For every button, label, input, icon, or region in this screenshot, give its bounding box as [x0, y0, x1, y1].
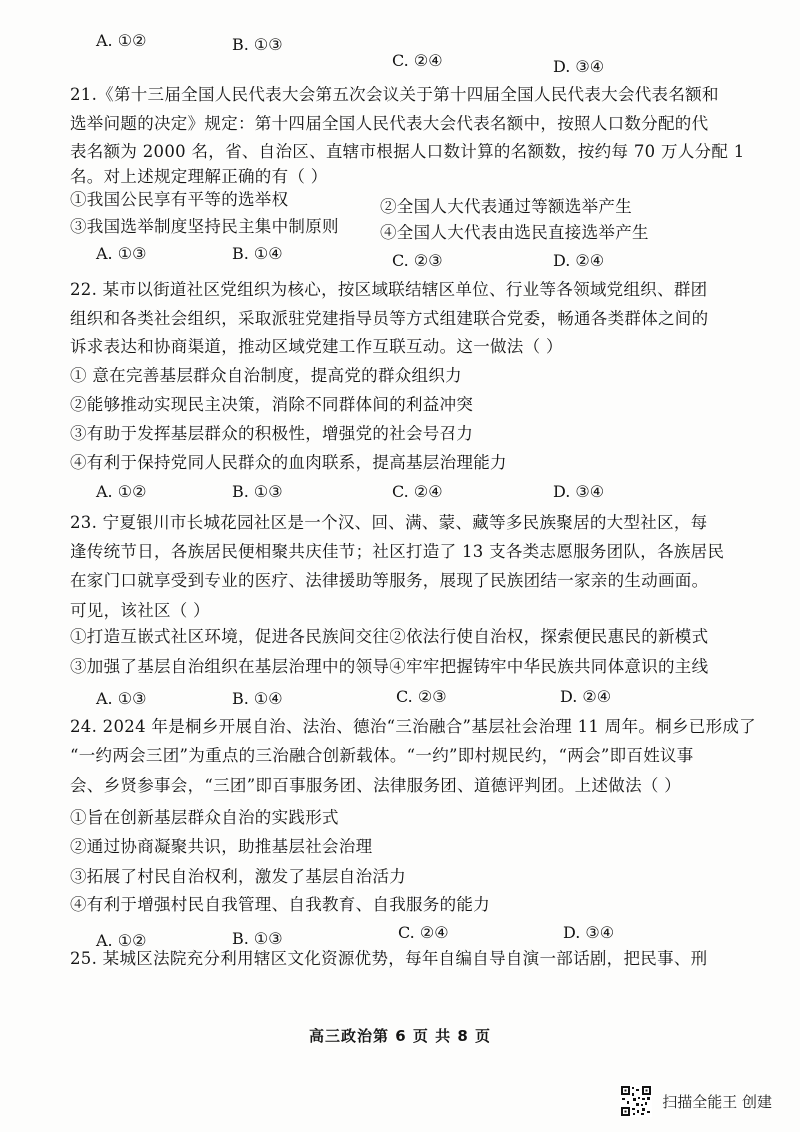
scanner-watermark	[620, 1084, 772, 1118]
q21-item-3: ③我国选举制度坚持民主集中制原则	[70, 217, 339, 236]
watermark-text: 扫描全能王 创建	[662, 1092, 772, 1111]
q24-item-1: ①旨在创新基层群众自治的实践形式	[70, 808, 339, 827]
q22-item-3: ③有助于发挥基层群众的积极性，增强党的社会号召力	[70, 424, 474, 443]
page-footer: 高三政治第 6 页 共 8 页	[309, 1027, 491, 1045]
q21-option-c: C. ②③	[392, 251, 443, 270]
q22-stem-line: 组织和各类社会组织，采取派驻党建指导员等方式组建联合党委，畅通各类群体之间的	[70, 309, 709, 328]
q25-stem-line: 25. 某城区法院充分利用辖区文化资源优势，每年自编自导自演一部话剧，把民事、刑	[70, 949, 708, 968]
q20-option-c: C. ②④	[392, 51, 443, 70]
q23-option-b: B. ①④	[232, 689, 283, 708]
q23-stem-line: 可见，该社区（ ）	[70, 601, 210, 620]
q22-stem-line: 22. 某市以街道社区党组织为核心，按区域联结辖区单位、行业等各领域党组织、群团	[70, 280, 708, 299]
q22-option-b: B. ①③	[232, 482, 283, 501]
q23-items-1-2: ①打造互嵌式社区环境，促进各民族间交往②依法行使自治权，探索便民惠民的新模式	[70, 627, 709, 646]
q23-stem-line: 23. 宁夏银川市长城花园社区是一个汉、回、满、蒙、藏等多民族聚居的大型社区，每	[70, 513, 708, 532]
q21-option-b: B. ①④	[232, 244, 283, 263]
q21-stem-line: 21.《第十三届全国人民代表大会第五次会议关于第十四届全国人民代表大会代表名额和	[70, 85, 719, 104]
q24-option-a: A. ①②	[96, 931, 147, 950]
q23-option-d: D. ②④	[560, 687, 612, 706]
q22-item-1: ① 意在完善基层群众自治制度，提高党的群众组织力	[70, 366, 462, 385]
q21-item-1: ①我国公民享有平等的选举权	[70, 190, 289, 209]
q23-option-a: A. ①③	[96, 689, 147, 708]
q24-stem-line: 会、乡贤参事会，“三团”即百事服务团、法律服务团、道德评判团。上述做法（ ）	[70, 776, 682, 795]
q24-stem-line: 24. 2024 年是桐乡开展自治、法治、德治“三治融合”基层社会治理 11 周年。桐乡已形成了	[70, 717, 756, 736]
q20-option-d: D. ③④	[553, 57, 605, 76]
q24-item-2: ②通过协商凝聚共识，助推基层社会治理	[70, 837, 373, 856]
q20-option-b: B. ①③	[232, 35, 283, 54]
q22-item-2: ②能够推动实现民主决策，消除不同群体间的利益冲突	[70, 395, 474, 414]
q21-stem-line: 名。对上述规定理解正确的有（ ）	[70, 167, 328, 186]
q23-items-3-4: ③加强了基层自治组织在基层治理中的领导④牢牢把握铸牢中华民族共同体意识的主线	[70, 657, 709, 676]
q24-stem-line: “一约两会三团”为重点的三治融合创新载体。“一约”即村规民约，“两会”即百姓议事	[70, 746, 694, 765]
q21-stem-line: 选举问题的决定》规定：第十四届全国人民代表大会代表名额中，按照人口数分配的代	[70, 114, 709, 133]
q22-stem-line: 诉求表达和协商渠道，推动区域党建工作互联互动。这一做法（ ）	[70, 337, 563, 356]
q21-item-4: ④全国人大代表由选民直接选举产生	[380, 223, 649, 242]
q24-option-b: B. ①③	[232, 929, 283, 948]
q21-option-d: D. ②④	[553, 251, 605, 270]
q23-option-c: C. ②③	[396, 687, 447, 706]
qr-code-icon	[620, 1085, 652, 1117]
q23-stem-line: 在家门口就享受到专业的医疗、法律援助等服务，展现了民族团结一家亲的生动画面。	[70, 571, 709, 590]
q24-option-d: D. ③④	[563, 923, 615, 942]
q20-option-a: A. ①②	[96, 31, 147, 50]
q22-option-a: A. ①②	[96, 482, 147, 501]
q23-stem-line: 逢传统节日，各族居民便相聚共庆佳节；社区打造了 13 支各类志愿服务团队，各族居民	[70, 542, 725, 561]
q22-option-d: D. ③④	[553, 482, 605, 501]
q21-item-2: ②全国人大代表通过等额选举产生	[380, 197, 632, 216]
q24-option-c: C. ②④	[398, 923, 449, 942]
q21-stem-line: 表名额为 2000 名，省、自治区、直辖市根据人口数计算的名额数，按约每 70 万人分配 1	[70, 142, 745, 161]
q24-item-4: ④有利于增强村民自我管理、自我教育、自我服务的能力	[70, 895, 490, 914]
q21-option-a: A. ①③	[96, 244, 147, 263]
q24-item-3: ③拓展了村民自治权利，激发了基层自治活力	[70, 867, 406, 886]
q22-item-4: ④有利于保持党同人民群众的血肉联系，提高基层治理能力	[70, 453, 507, 472]
q22-option-c: C. ②④	[392, 482, 443, 501]
